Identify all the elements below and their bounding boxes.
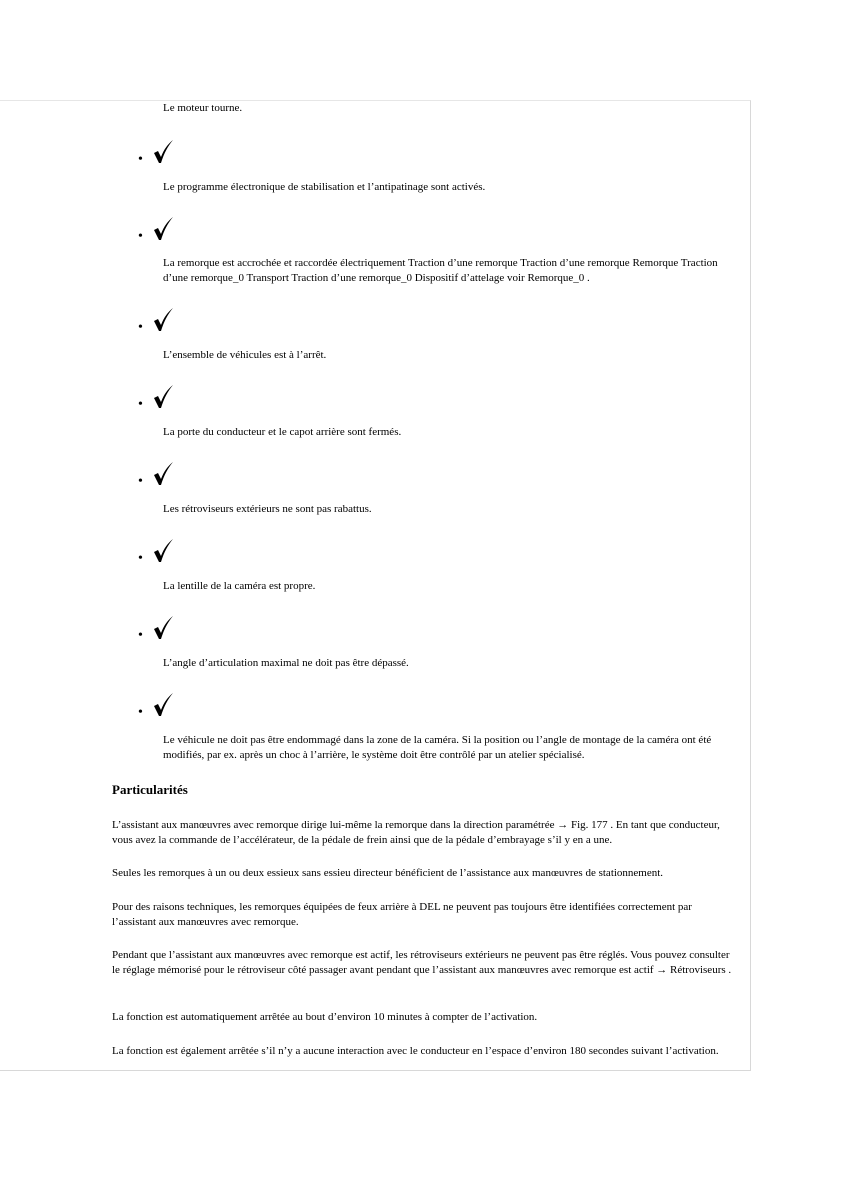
condition-item — [138, 217, 738, 284]
checkmark-icon — [152, 308, 174, 332]
condition-text: Le programme électronique de stabilisation et l’antipatinage sont activés. — [163, 181, 486, 193]
condition-item — [138, 385, 738, 438]
condition-item — [138, 462, 738, 515]
checkmark-icon — [152, 140, 174, 164]
paragraph: L’assistant aux manœuvres avec remorque dirige lui-même la remorque dans la direction paramétrée → Fig. 177 . En tant que conducteur, vous avez la commande de l’accélérateur, de la pédale de frein ainsi que de la pédale d’embrayage s’il y en a une. — [112, 819, 720, 846]
bullet-glyph: • — [138, 705, 143, 720]
checkmark-icon — [152, 616, 174, 640]
condition-text: La lentille de la caméra est propre. — [163, 580, 316, 592]
condition-text: L’ensemble de véhicules est à l’arrêt. — [163, 349, 327, 361]
bullet-glyph: • — [138, 397, 143, 412]
checkmark-icon — [152, 385, 174, 409]
bullet-glyph: • — [138, 551, 143, 566]
condition-item — [138, 140, 738, 193]
checkmark-icon — [152, 693, 174, 717]
paragraph: La fonction est également arrêtée s’il n’y a aucune interaction avec le conducteur en l’espace d’environ 180 secondes suivant l’activation. — [112, 1045, 719, 1057]
section-title: Particularités — [112, 782, 188, 797]
checkmark-icon — [152, 462, 174, 486]
paragraph: Seules les remorques à un ou deux essieux sans essieu directeur bénéficient de l’assistance aux manœuvres de stationnement. — [112, 867, 664, 879]
condition-text: L’angle d’articulation maximal ne doit pas être dépassé. — [163, 657, 409, 669]
bullet-glyph: • — [138, 320, 143, 335]
condition-text: Les rétroviseurs extérieurs ne sont pas rabattus. — [163, 503, 372, 515]
checkmark-icon — [152, 539, 174, 563]
condition-item — [138, 539, 738, 592]
bullet-glyph: • — [138, 474, 143, 489]
condition-item — [138, 693, 738, 761]
bullet-glyph: • — [138, 628, 143, 643]
paragraph: Pendant que l’assistant aux manœuvres avec remorque est actif, les rétroviseurs extérieurs ne peuvent pas être réglés. Vous pouvez consulter le réglage mémorisé pour le rétroviseur côté passager avant pendant que l’assistant aux manœuvres avec remorque est actif → Rétroviseurs . — [112, 949, 732, 976]
paragraph: Pour des raisons techniques, les remorques équipées de feux arrière à DEL ne peuvent pas toujours être identifiées correctement par l’assistant aux manœuvres avec remorque. — [112, 901, 692, 928]
paragraph: La fonction est automatiquement arrêtée au bout d’environ 10 minutes à compter de l’activation. — [112, 1011, 538, 1023]
checkmark-icon — [152, 217, 174, 241]
condition-text: La porte du conducteur et le capot arrière sont fermés. — [163, 426, 402, 438]
condition-text: Le véhicule ne doit pas être endommagé dans la zone de la caméra. Si la position ou l’angle de montage de la caméra ont été modifiés, par ex. après un choc à l’arrière, le système doit être contrôlé par un atelier spécialisé. — [163, 734, 712, 761]
condition-text: La remorque est accrochée et raccordée électriquement Traction d’une remorque Traction d’une remorque Remorque Traction d’une remorque_0 Transport Traction d’une remorque_0 Dispositif d’attelage voir Remorque_0 . — [163, 257, 718, 284]
condition-item — [138, 616, 738, 669]
bullet-glyph: • — [138, 152, 143, 167]
condition-text-engine: Le moteur tourne. — [163, 102, 243, 114]
bullet-glyph: • — [138, 229, 143, 244]
condition-item — [138, 308, 738, 361]
